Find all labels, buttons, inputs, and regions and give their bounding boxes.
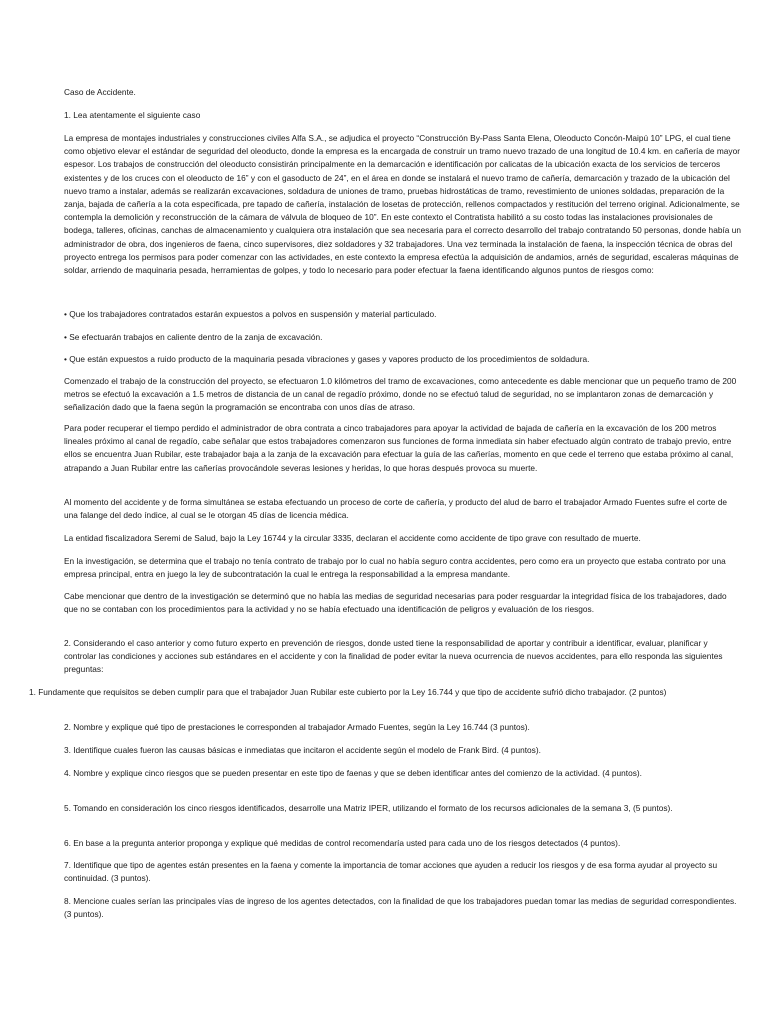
risk-bullet-1: • Que los trabajadores contratados estarán expuestos a polvos en suspensión y material particulado. <box>64 309 437 319</box>
paragraph-investigacion: En la investigación, se determina que el trabajo no tenía contrato de trabajo por lo cual no había seguro contra accidentes, pero como era un proyecto que estaba contrato por una empresa principal, entra en juego la ley de subcontratación la cual le entrega la responsabilidad a la empresa mandante. <box>64 556 726 580</box>
paragraph-considerando: 2. Considerando el caso anterior y como futuro experto en prevención de riesgos, donde usted tiene la responsabilidad de aportar y contribuir a identificar, evaluar, planificar y controlar las condiciones y acciones sub estándares en el accidente y con la finalidad de poder evitar la nueva ocurrencia de nuevos accidentes, para ello responda las siguientes preguntas: <box>64 638 723 675</box>
paragraph-recuperar: Para poder recuperar el tiempo perdido el administrador de obra contrata a cinco trabajadores para apoyar la actividad de bajada de cañería en la excavación de los 200 metros lineales próximo al canal de regadío, cabe señalar que estos trabajadores comenzaron sus funciones de forma inmediata sin haber efectuado algún contrato de trabajo previo, entre ellos se encuentra Juan Rubilar, este trabajador baja a la zanja de la excavación para efectuar la guía de las cañerías, momento en que cede el terreno que estaba próximo al canal, atrapando a Juan Rubilar entre las cañerías provocándole severas lesiones y heridas, lo que horas después provoca su muerte. <box>64 423 734 473</box>
risk-bullet-2: • Se efectuarán trabajos en caliente dentro de la zanja de excavación. <box>64 332 323 342</box>
question-4: 4. Nombre y explique cinco riesgos que se pueden presentar en este tipo de faenas y que se deben identificar antes del comienzo de la actividad. (4 puntos). <box>64 768 642 778</box>
question-7: 7. Identifique que tipo de agentes están presentes en la faena y comente la importancia de tomar acciones que ayuden a reducir los riesgos y de esa forma ayudar al proyecto su continuidad. (3 puntos). <box>64 860 718 884</box>
risk-bullet-3: • Que están expuestos a ruido producto de la maquinaria pesada vibraciones y gases y vapores producto de los procedimientos de soldadura. <box>64 354 590 364</box>
question-3: 3. Identifique cuales fueron las causas básicas e inmediatas que incitaron el accidente según el modelo de Frank Bird. (4 puntos). <box>64 745 541 755</box>
paragraph-entidad: La entidad fiscalizadora Seremi de Salud, bajo la Ley 16744 y la circular 3335, declaran el accidente como accidente de tipo grave con resultado de muerte. <box>64 533 641 543</box>
document-title: Caso de Accidente. <box>64 87 136 97</box>
paragraph-cabe: Cabe mencionar que dentro de la investigación se determinó que no había las medias de seguridad necesarias para poder resguardar la integridad física de los trabajadores, dado que no se contaban con los procedimientos para la actividad y no se había efectuado una identificación de peligros y evaluación de los riesgos. <box>64 591 727 615</box>
question-5: 5. Tomando en consideración los cinco riesgos identificados, desarrolle una Matriz IPER, utilizando el formato de los recursos adicionales de la semana 3, (5 puntos). <box>64 803 673 813</box>
paragraph-inicio: Comenzado el trabajo de la construcción del proyecto, se efectuaron 1.0 kilómetros del tramo de excavaciones, como antecedente es dable mencionar que un pequeño tramo de 200 metros se efectuó la excavación a 1.5 metros de distancia de un canal de regadío próximo, donde no se efectuó talud de seguridad, no se implantaron zonas de demarcación y señalización dado que la faena según la programación se encontraba con unos días de atraso. <box>64 376 737 413</box>
question-6: 6. En base a la pregunta anterior proponga y explique qué medidas de control recomendaría usted para cada uno de los riesgos detectados (4 puntos). <box>64 838 621 848</box>
case-paragraph: La empresa de montajes industriales y construcciones civiles Alfa S.A., se adjudica el proyecto “Construcción By-Pass Santa Elena, Oleoducto Concón-Maipú 10” LPG, el cual tiene como objetivo elevar el estándar de seguridad del oleoducto, donde la empresa es la encargada de construir un tramo nuevo trazado de una longitud de 10.4 km. en cañería de mayor espesor. Los trabajos de construcción del oleoducto consistirán principalmente en la demarcación e identificación por calicatas de la ubicación exacta de los servicios de terceros existentes y de los cruces con el oleoducto de 16” y con el gasoducto de 24”, en el área en donde se instalará el nuevo tramo de cañería, demarcación y trazado de la ubicación del nuevo tramo a instalar, además se realizarán excavaciones, soldadura de uniones de tramo, pruebas hidrostáticas de tramo, revestimiento de uniones soldadas, preparación de la zanja, bajada de cañería a la cota especificada, pre tapado de cañería, instalación de losetas de protección, rellenos compactados y restitución del terreno original. Adicionalmente, se contempla la demolición y reconstrucción de la cámara de válvula de bloqueo de 10”. En este contexto el Contratista habilitó a su costo todas las instalaciones provisionales de bodega, talleres, oficinas, canchas de almacenamiento y cualquiera otra instalación que sea necesaria para el correcto desarrollo del trabajo contratando 50 personas, donde había un administrador de obra, dos ingenieros de faena, cinco supervisores, diez soldadores y 32 trabajadores. Una vez terminada la instalación de faena, la inspección técnica de obras del proyecto entrega los permisos para poder comenzar con las actividades, en este contexto la empresa efectúa la adquisición de andamios, arnés de seguridad, escaleras máquinas de soldar, arriendo de maquinaria pesada, herramientas de golpes, y todo lo necesario para poder efectuar la faena identificando algunos puntos de riesgos como: <box>64 133 742 276</box>
instruction-1: 1. Lea atentamente el siguiente caso <box>64 110 201 120</box>
question-8: 8. Mencione cuales serían las principales vías de ingreso de los agentes detectados, con la finalidad de que los trabajadores puedan tomar las medias de seguridad correspondientes. (3 puntos). <box>64 896 737 920</box>
question-1: 1. Fundamente que requisitos se deben cumplir para que el trabajador Juan Rubilar este cubierto por la Ley 16.744 y que tipo de accidente sufrió dicho trabajador. (2 puntos) <box>29 687 667 697</box>
question-2: 2. Nombre y explique qué tipo de prestaciones le corresponden al trabajador Armado Fuentes, según la Ley 16.744 (3 puntos). <box>64 722 530 732</box>
paragraph-momento: Al momento del accidente y de forma simultánea se estaba efectuando un proceso de corte de cañería, y producto del alud de barro el trabajador Armado Fuentes sufre el corte de una falange del dedo índice, al cual se le otorgan 45 días de licencia médica. <box>64 497 728 521</box>
